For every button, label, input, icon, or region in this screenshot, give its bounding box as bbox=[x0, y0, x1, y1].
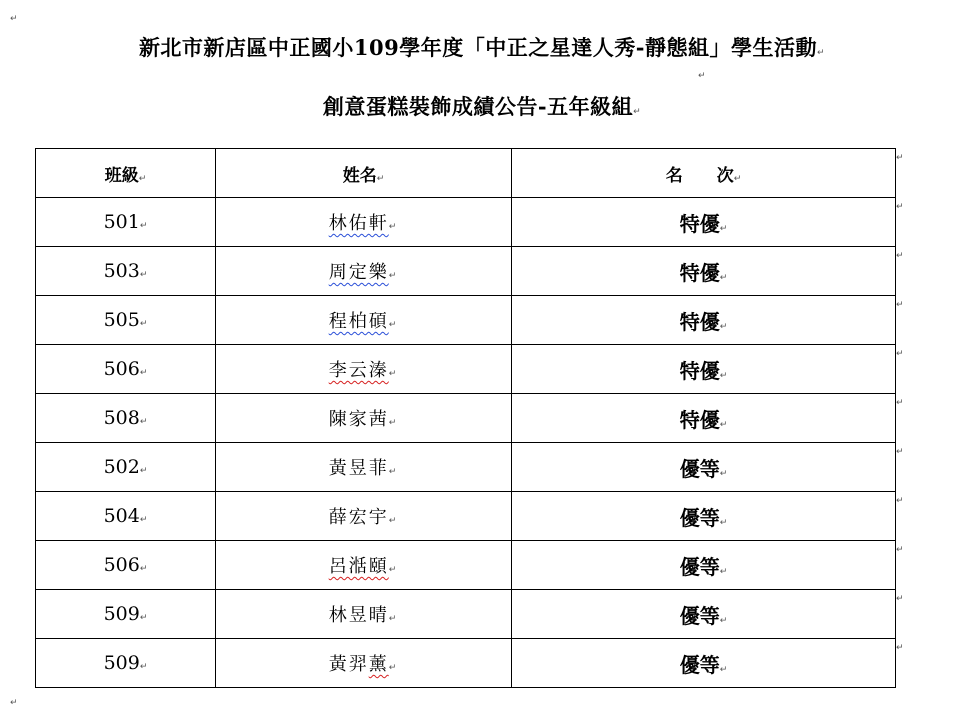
table-row bbox=[36, 247, 896, 296]
cell-mark: ↵ bbox=[388, 222, 399, 232]
student-name bbox=[329, 650, 389, 676]
title-line2-text: 創意蛋糕裝飾成績公告-五年級組 bbox=[322, 94, 634, 119]
class-cell bbox=[36, 541, 216, 590]
table-header-row bbox=[36, 149, 896, 198]
cell-mark: ↵ bbox=[719, 321, 728, 332]
class-cell bbox=[36, 443, 216, 492]
name-part: 黃羿 bbox=[328, 654, 369, 675]
paragraph-mark: ↵ bbox=[817, 48, 826, 58]
cell-mark: ↵ bbox=[719, 223, 728, 234]
table-row bbox=[36, 296, 896, 345]
class-cell bbox=[36, 296, 216, 345]
table-row bbox=[36, 198, 896, 247]
class-cell bbox=[36, 198, 216, 247]
cell-mark: ↵ bbox=[139, 221, 148, 231]
cell-mark: ↵ bbox=[139, 564, 148, 574]
student-name: 周定樂 bbox=[328, 262, 389, 283]
rank-value: 特優 bbox=[679, 260, 720, 285]
rank-cell bbox=[512, 394, 896, 443]
student-name: 薛宏宇 bbox=[328, 507, 389, 528]
rank-value: 優等 bbox=[679, 652, 720, 677]
name-cell bbox=[216, 492, 512, 541]
class-cell bbox=[36, 247, 216, 296]
class-cell bbox=[36, 492, 216, 541]
rank-value: 特優 bbox=[679, 309, 720, 334]
class-value: 509 bbox=[103, 603, 140, 625]
cell-mark: ↵ bbox=[388, 418, 399, 428]
rank-value: 特優 bbox=[679, 211, 720, 236]
title-line1-text: 新北市新店區中正國小109學年度「中正之星達人秀-靜態組」學生活動 bbox=[138, 35, 817, 60]
class-value: 501 bbox=[103, 211, 140, 233]
document-title-line1 bbox=[0, 32, 964, 62]
name-cell bbox=[216, 639, 512, 688]
row-end-mark: ↵ bbox=[896, 349, 904, 359]
rank-cell bbox=[512, 639, 896, 688]
table-row bbox=[36, 492, 896, 541]
student-name: 林佑軒 bbox=[328, 213, 389, 234]
cell-mark: ↵ bbox=[719, 468, 728, 479]
class-value: 502 bbox=[103, 456, 140, 478]
table-row bbox=[36, 394, 896, 443]
row-end-mark: ↵ bbox=[896, 594, 904, 604]
cell-mark: ↵ bbox=[139, 662, 148, 672]
rank-value: 特優 bbox=[679, 358, 720, 383]
name-cell bbox=[216, 443, 512, 492]
document-title-line2 bbox=[0, 91, 964, 121]
row-end-mark: ↵ bbox=[896, 251, 904, 261]
rank-cell bbox=[512, 345, 896, 394]
cell-mark: ↵ bbox=[138, 173, 147, 184]
rank-value: 優等 bbox=[679, 554, 720, 579]
row-end-mark: ↵ bbox=[896, 496, 904, 506]
row-end-mark: ↵ bbox=[896, 300, 904, 310]
rank-value: 優等 bbox=[679, 603, 720, 628]
rank-value: 特優 bbox=[679, 407, 720, 432]
rank-cell bbox=[512, 296, 896, 345]
table-row bbox=[36, 443, 896, 492]
class-value: 506 bbox=[103, 358, 140, 380]
student-name: 陳家茜 bbox=[328, 409, 389, 430]
cell-mark: ↵ bbox=[733, 173, 742, 184]
cell-mark: ↵ bbox=[388, 516, 399, 526]
cell-mark: ↵ bbox=[719, 615, 728, 626]
cell-mark: ↵ bbox=[719, 370, 728, 381]
header-class bbox=[36, 149, 216, 198]
cell-mark: ↵ bbox=[719, 517, 728, 528]
name-cell bbox=[216, 296, 512, 345]
cell-mark: ↵ bbox=[139, 270, 148, 280]
name-cell bbox=[216, 541, 512, 590]
cell-mark: ↵ bbox=[139, 466, 148, 476]
header-name bbox=[216, 149, 512, 198]
row-end-mark: ↵ bbox=[896, 643, 904, 653]
student-name: 李云溱 bbox=[328, 360, 389, 381]
paragraph-mark: ↵ bbox=[633, 107, 642, 117]
rank-value: 優等 bbox=[679, 456, 720, 481]
row-end-marks bbox=[896, 148, 904, 687]
cell-mark: ↵ bbox=[139, 417, 148, 427]
row-end-mark: ↵ bbox=[896, 447, 904, 457]
table-row bbox=[36, 345, 896, 394]
table-row bbox=[36, 639, 896, 688]
cell-mark: ↵ bbox=[388, 663, 399, 673]
cell-mark: ↵ bbox=[388, 271, 399, 281]
student-name: 程柏碩 bbox=[328, 311, 389, 332]
cell-mark: ↵ bbox=[719, 664, 728, 675]
rank-cell bbox=[512, 590, 896, 639]
name-part-flagged: 薰 bbox=[368, 654, 389, 675]
class-value: 504 bbox=[103, 505, 140, 527]
table-row bbox=[36, 541, 896, 590]
cell-mark: ↵ bbox=[719, 272, 728, 283]
cell-mark: ↵ bbox=[139, 515, 148, 525]
name-cell bbox=[216, 247, 512, 296]
cell-mark: ↵ bbox=[388, 467, 399, 477]
paragraph-mark: ↵ bbox=[10, 14, 18, 24]
class-cell bbox=[36, 345, 216, 394]
paragraph-mark: ↵ bbox=[10, 698, 18, 708]
class-value: 508 bbox=[103, 407, 140, 429]
cell-mark: ↵ bbox=[719, 419, 728, 430]
cell-mark: ↵ bbox=[388, 565, 399, 575]
cell-mark: ↵ bbox=[388, 369, 399, 379]
rank-cell bbox=[512, 541, 896, 590]
student-name: 黃昱菲 bbox=[328, 458, 389, 479]
class-value: 506 bbox=[103, 554, 140, 576]
header-name-label: 姓名 bbox=[342, 165, 377, 186]
class-cell bbox=[36, 639, 216, 688]
cell-mark: ↵ bbox=[388, 320, 399, 330]
header-rank bbox=[512, 149, 896, 198]
name-cell bbox=[216, 394, 512, 443]
row-end-mark: ↵ bbox=[896, 398, 904, 408]
cell-mark: ↵ bbox=[376, 173, 385, 184]
cell-mark: ↵ bbox=[139, 368, 148, 378]
paragraph-mark: ↵ bbox=[698, 71, 706, 81]
row-end-mark: ↵ bbox=[896, 153, 904, 163]
header-rank-label: 名 次 bbox=[665, 165, 734, 186]
rank-cell bbox=[512, 443, 896, 492]
name-cell bbox=[216, 198, 512, 247]
name-cell bbox=[216, 345, 512, 394]
class-value: 503 bbox=[103, 260, 140, 282]
class-cell bbox=[36, 590, 216, 639]
student-name: 呂湉頤 bbox=[328, 556, 389, 577]
rank-cell bbox=[512, 247, 896, 296]
cell-mark: ↵ bbox=[139, 613, 148, 623]
cell-mark: ↵ bbox=[388, 614, 399, 624]
cell-mark: ↵ bbox=[139, 319, 148, 329]
row-end-mark: ↵ bbox=[896, 545, 904, 555]
class-value: 509 bbox=[103, 652, 140, 674]
rank-value: 優等 bbox=[679, 505, 720, 530]
row-end-mark: ↵ bbox=[896, 202, 904, 212]
name-cell bbox=[216, 590, 512, 639]
student-name: 林昱晴 bbox=[328, 605, 389, 626]
class-cell bbox=[36, 394, 216, 443]
table-row bbox=[36, 590, 896, 639]
cell-mark: ↵ bbox=[719, 566, 728, 577]
class-value: 505 bbox=[103, 309, 140, 331]
results-table bbox=[35, 148, 896, 688]
header-class-label: 班級 bbox=[104, 165, 139, 186]
rank-cell bbox=[512, 492, 896, 541]
rank-cell bbox=[512, 198, 896, 247]
